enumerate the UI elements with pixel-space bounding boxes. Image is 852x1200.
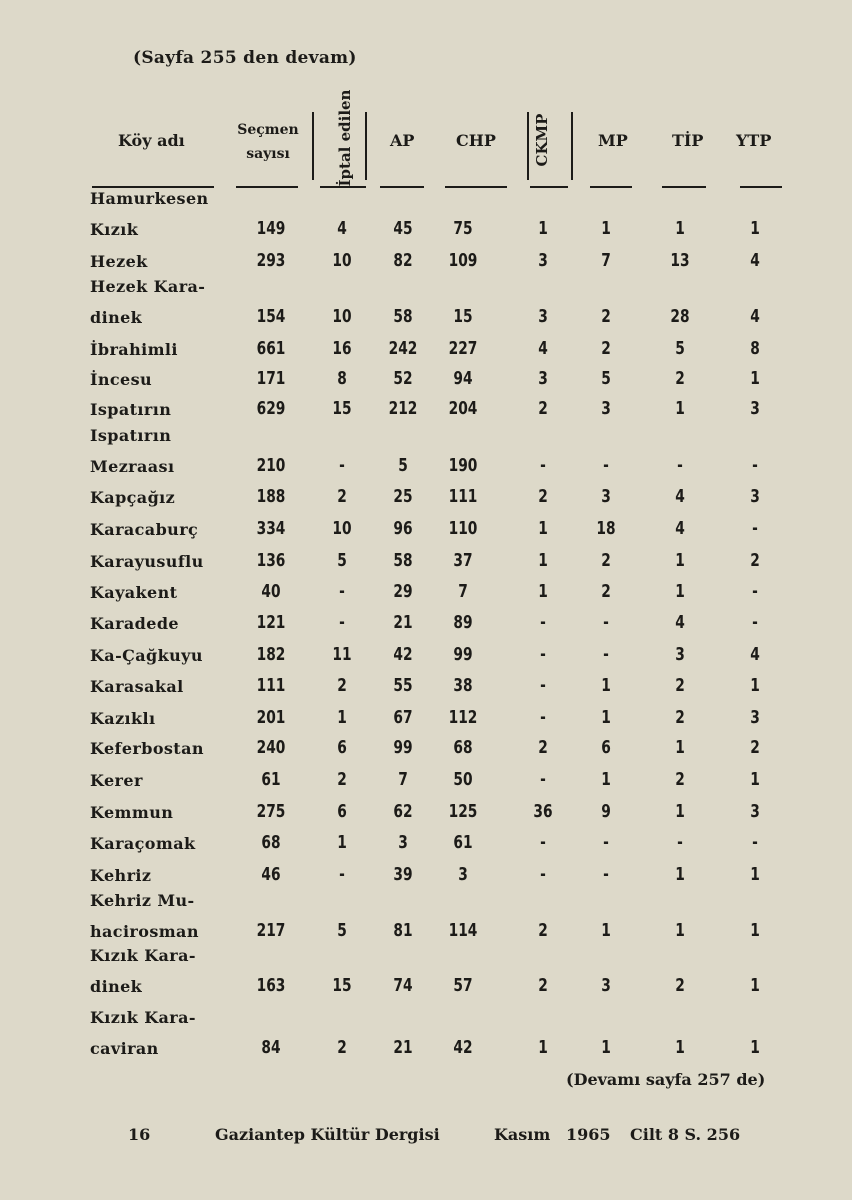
cell-mp: 1 (601, 707, 611, 728)
village-name: Kazıklı (90, 709, 156, 728)
cell-tip: 1 (675, 737, 685, 758)
cell-chp: 37 (453, 550, 473, 571)
cell-ap: 67 (393, 707, 413, 728)
cell-mp: 2 (601, 581, 611, 602)
cell-ckmp: - (540, 644, 546, 665)
cell-secmen: 182 (256, 644, 286, 665)
cell-ap: 7 (398, 769, 408, 790)
cell-mp: 3 (601, 398, 611, 419)
table-row (0, 189, 852, 246)
header-divider (312, 112, 314, 180)
village-name: Kapçağız (90, 488, 176, 507)
table-row (0, 552, 852, 578)
cell-ytp: 3 (750, 398, 760, 419)
cell-secmen: 188 (256, 486, 286, 507)
cell-ckmp: - (540, 455, 546, 476)
village-name: Karaçomak (90, 834, 196, 853)
village-name: Keferbostan (90, 739, 204, 758)
cell-ap: 99 (393, 737, 413, 758)
cell-mp: 3 (601, 975, 611, 996)
cell-tip: 1 (675, 398, 685, 419)
header-divider (365, 112, 367, 180)
header-rule (92, 186, 214, 188)
village-name: Mezraası (90, 457, 175, 476)
cell-tip: 5 (675, 338, 685, 359)
cell-secmen: 154 (256, 306, 286, 327)
cell-ytp: 4 (750, 306, 760, 327)
cell-chp: 204 (448, 398, 478, 419)
cell-chp: 38 (453, 675, 473, 696)
cell-ytp: 1 (750, 769, 760, 790)
cell-iptal: 11 (332, 644, 352, 665)
cell-ytp: 1 (750, 1037, 760, 1058)
cell-chp: 68 (453, 737, 473, 758)
cell-iptal: - (339, 581, 345, 602)
cell-ckmp: - (540, 769, 546, 790)
cell-tip: 4 (675, 612, 685, 633)
village-name: dinek (90, 977, 143, 996)
cell-ckmp: 3 (538, 368, 548, 389)
village-name: Kehriz (90, 866, 152, 885)
cell-ytp: 1 (750, 675, 760, 696)
cell-chp: 50 (453, 769, 473, 790)
footer-month: Kasım (494, 1125, 551, 1144)
cell-secmen: 61 (261, 769, 281, 790)
header-ckmp: CKMP (533, 113, 551, 167)
cell-tip: 28 (670, 306, 690, 327)
cell-secmen: 275 (256, 801, 286, 822)
cell-chp: 190 (448, 455, 478, 476)
table-row (0, 400, 852, 426)
cell-iptal: 6 (337, 737, 347, 758)
cell-mp: 7 (601, 250, 611, 271)
cell-iptal: 15 (332, 975, 352, 996)
header-divider (571, 112, 573, 180)
cell-secmen: 661 (256, 338, 286, 359)
cell-ckmp: - (540, 612, 546, 633)
cell-iptal: 1 (337, 832, 347, 853)
cell-mp: 9 (601, 801, 611, 822)
village-name: Kerer (90, 771, 143, 790)
cell-ckmp: 36 (533, 801, 553, 822)
cell-mp: - (603, 612, 609, 633)
cell-tip: 2 (675, 975, 685, 996)
cell-secmen: 201 (256, 707, 286, 728)
cell-secmen: 217 (256, 920, 286, 941)
cell-ytp: 3 (750, 486, 760, 507)
header-secmen-line2: sayısı (246, 146, 290, 162)
cell-ckmp: 2 (538, 920, 548, 941)
footer-page-number: 16 (128, 1125, 151, 1144)
table-row (0, 340, 852, 366)
cell-ytp: 4 (750, 250, 760, 271)
cell-iptal: 2 (337, 486, 347, 507)
table-row (0, 646, 852, 672)
cell-ckmp: 2 (538, 486, 548, 507)
cell-ckmp: 1 (538, 581, 548, 602)
table-row (0, 1008, 852, 1065)
cell-chp: 3 (458, 864, 468, 885)
table-row (0, 614, 852, 640)
village-name: Ka-Çağkuyu (90, 646, 203, 665)
cell-tip: - (677, 832, 683, 853)
cell-secmen: 84 (261, 1037, 281, 1058)
cell-ytp: 1 (750, 920, 760, 941)
village-name-line1: Kızık Kara- (90, 946, 196, 965)
cell-iptal: 6 (337, 801, 347, 822)
cell-tip: 1 (675, 218, 685, 239)
cell-ap: 25 (393, 486, 413, 507)
cell-mp: 2 (601, 550, 611, 571)
cell-ckmp: 1 (538, 518, 548, 539)
table-row (0, 252, 852, 278)
header-rule (590, 186, 632, 188)
village-name: İncesu (90, 370, 153, 389)
cell-ytp: - (752, 518, 758, 539)
cell-ckmp: 2 (538, 737, 548, 758)
cell-iptal: 1 (337, 707, 347, 728)
cell-chp: 125 (448, 801, 478, 822)
cell-chp: 61 (453, 832, 473, 853)
table-row (0, 370, 852, 396)
cell-ckmp: 2 (538, 398, 548, 419)
footer-volume: Cilt 8 S. 256 (630, 1125, 741, 1144)
cell-ytp: 1 (750, 864, 760, 885)
table-row (0, 866, 852, 892)
cell-iptal: 2 (337, 769, 347, 790)
cell-tip: 1 (675, 550, 685, 571)
cell-chp: 109 (448, 250, 478, 271)
village-name: Kayakent (90, 583, 178, 602)
cell-secmen: 629 (256, 398, 286, 419)
cell-mp: 5 (601, 368, 611, 389)
header-rule (662, 186, 706, 188)
cell-mp: - (603, 864, 609, 885)
cell-tip: 1 (675, 1037, 685, 1058)
cell-ap: 42 (393, 644, 413, 665)
cell-ckmp: 4 (538, 338, 548, 359)
cell-ytp: 1 (750, 975, 760, 996)
cell-mp: 1 (601, 675, 611, 696)
header-rule (445, 186, 507, 188)
cell-ytp: - (752, 612, 758, 633)
footer-year: 1965 (566, 1125, 611, 1144)
cell-ckmp: 1 (538, 550, 548, 571)
cell-chp: 57 (453, 975, 473, 996)
village-name: Hezek (90, 252, 148, 271)
cell-ckmp: - (540, 707, 546, 728)
header-rule (740, 186, 782, 188)
cell-tip: - (677, 455, 683, 476)
cell-secmen: 40 (261, 581, 281, 602)
cell-secmen: 210 (256, 455, 286, 476)
cell-iptal: 10 (332, 250, 352, 271)
cell-secmen: 293 (256, 250, 286, 271)
cell-chp: 114 (448, 920, 478, 941)
cell-ap: 45 (393, 218, 413, 239)
cell-tip: 1 (675, 801, 685, 822)
cell-secmen: 121 (256, 612, 286, 633)
cell-chp: 89 (453, 612, 473, 633)
village-name: Ispatırın (90, 400, 172, 419)
cell-ap: 58 (393, 550, 413, 571)
header-ap: AP (390, 131, 415, 150)
table-row (0, 946, 852, 1003)
village-name: Karadede (90, 614, 180, 633)
table-row (0, 803, 852, 829)
cell-mp: 6 (601, 737, 611, 758)
table-row (0, 739, 852, 765)
cell-secmen: 334 (256, 518, 286, 539)
cell-ap: 58 (393, 306, 413, 327)
cell-ytp: 1 (750, 218, 760, 239)
village-name-line1: Kehriz Mu- (90, 891, 195, 910)
cell-iptal: 8 (337, 368, 347, 389)
table-row (0, 834, 852, 860)
cell-tip: 4 (675, 518, 685, 539)
cell-ap: 242 (388, 338, 418, 359)
village-name: hacirosman (90, 922, 199, 941)
cell-ap: 21 (393, 1037, 413, 1058)
header-chp: CHP (456, 131, 496, 150)
cell-secmen: 240 (256, 737, 286, 758)
cell-ckmp: 3 (538, 306, 548, 327)
header-tip: TİP (672, 131, 704, 150)
header-rule (320, 186, 366, 188)
continued-from-note: (Sayfa 255 den devam) (133, 48, 357, 68)
cell-secmen: 149 (256, 218, 286, 239)
cell-mp: 1 (601, 920, 611, 941)
cell-secmen: 46 (261, 864, 281, 885)
cell-ckmp: - (540, 832, 546, 853)
header-iptal-edilen: İptal edilen (336, 89, 354, 187)
cell-ytp: 2 (750, 550, 760, 571)
cell-iptal: 2 (337, 675, 347, 696)
cell-ap: 39 (393, 864, 413, 885)
cell-mp: 2 (601, 306, 611, 327)
cell-mp: 2 (601, 338, 611, 359)
cell-tip: 2 (675, 707, 685, 728)
village-name-line1: Hezek Kara- (90, 277, 206, 296)
cell-chp: 94 (453, 368, 473, 389)
cell-tip: 1 (675, 920, 685, 941)
cell-iptal: - (339, 864, 345, 885)
cell-tip: 2 (675, 769, 685, 790)
cell-ckmp: 3 (538, 250, 548, 271)
cell-mp: 18 (596, 518, 616, 539)
cell-chp: 42 (453, 1037, 473, 1058)
village-name: Kızık (90, 220, 139, 239)
cell-secmen: 111 (256, 675, 286, 696)
cell-iptal: 4 (337, 218, 347, 239)
table-row (0, 426, 852, 483)
cell-mp: - (603, 455, 609, 476)
cell-ckmp: 2 (538, 975, 548, 996)
cell-tip: 2 (675, 675, 685, 696)
cell-tip: 3 (675, 644, 685, 665)
cell-ap: 55 (393, 675, 413, 696)
cell-mp: 1 (601, 769, 611, 790)
cell-iptal: - (339, 612, 345, 633)
village-name: Karacaburç (90, 520, 199, 539)
cell-tip: 1 (675, 581, 685, 602)
cell-tip: 1 (675, 864, 685, 885)
cell-chp: 7 (458, 581, 468, 602)
cell-ytp: 8 (750, 338, 760, 359)
cell-iptal: 5 (337, 920, 347, 941)
village-name: Karasakal (90, 677, 184, 696)
cell-ap: 212 (388, 398, 418, 419)
cell-ap: 96 (393, 518, 413, 539)
cell-ap: 52 (393, 368, 413, 389)
cell-mp: 3 (601, 486, 611, 507)
cell-chp: 227 (448, 338, 478, 359)
table-row (0, 677, 852, 703)
village-name-line1: Kızık Kara- (90, 1008, 196, 1027)
cell-ytp: 2 (750, 737, 760, 758)
cell-ckmp: 1 (538, 218, 548, 239)
cell-ckmp: - (540, 675, 546, 696)
cell-iptal: 15 (332, 398, 352, 419)
cell-ytp: - (752, 832, 758, 853)
village-name-line1: Hamurkesen (90, 189, 209, 208)
table-row (0, 709, 852, 735)
village-name: İbrahimli (90, 340, 178, 359)
cell-chp: 110 (448, 518, 478, 539)
cell-chp: 15 (453, 306, 473, 327)
header-koy-adi: Köy adı (118, 131, 185, 150)
table-row (0, 277, 852, 334)
cell-ap: 29 (393, 581, 413, 602)
cell-ytp: 1 (750, 368, 760, 389)
village-name: Kemmun (90, 803, 174, 822)
cell-mp: 1 (601, 218, 611, 239)
cell-secmen: 163 (256, 975, 286, 996)
cell-secmen: 68 (261, 832, 281, 853)
village-name: Karayusuflu (90, 552, 204, 571)
table-row (0, 520, 852, 546)
cell-tip: 2 (675, 368, 685, 389)
cell-tip: 13 (670, 250, 690, 271)
footer-journal: Gaziantep Kültür Dergisi (215, 1125, 440, 1144)
cell-ap: 74 (393, 975, 413, 996)
table-row (0, 583, 852, 609)
cell-iptal: - (339, 455, 345, 476)
table-row (0, 488, 852, 514)
header-rule (236, 186, 298, 188)
header-mp: MP (598, 131, 628, 150)
cell-ckmp: - (540, 864, 546, 885)
header-rule (380, 186, 424, 188)
table-row (0, 891, 852, 948)
cell-iptal: 2 (337, 1037, 347, 1058)
cell-chp: 112 (448, 707, 478, 728)
cell-ytp: 4 (750, 644, 760, 665)
table-row (0, 771, 852, 797)
cell-iptal: 10 (332, 306, 352, 327)
cell-tip: 4 (675, 486, 685, 507)
cell-mp: - (603, 832, 609, 853)
cell-secmen: 171 (256, 368, 286, 389)
village-name: dinek (90, 308, 143, 327)
cell-chp: 75 (453, 218, 473, 239)
cell-chp: 99 (453, 644, 473, 665)
cell-mp: 1 (601, 1037, 611, 1058)
cell-ckmp: 1 (538, 1037, 548, 1058)
header-divider (527, 112, 529, 180)
cell-ytp: - (752, 455, 758, 476)
village-name-line1: Ispatırın (90, 426, 172, 445)
cell-iptal: 16 (332, 338, 352, 359)
cell-secmen: 136 (256, 550, 286, 571)
cell-ap: 3 (398, 832, 408, 853)
cell-ytp: - (752, 581, 758, 602)
header-secmen-line1: Seçmen (237, 122, 299, 138)
header-secmen (228, 118, 308, 166)
cell-ap: 21 (393, 612, 413, 633)
cell-ap: 5 (398, 455, 408, 476)
cell-ap: 81 (393, 920, 413, 941)
cell-ap: 62 (393, 801, 413, 822)
cell-chp: 111 (448, 486, 478, 507)
cell-mp: - (603, 644, 609, 665)
cell-ytp: 3 (750, 707, 760, 728)
cell-iptal: 5 (337, 550, 347, 571)
cell-ytp: 3 (750, 801, 760, 822)
village-name: caviran (90, 1039, 159, 1058)
cell-ap: 82 (393, 250, 413, 271)
continued-on-note: (Devamı sayfa 257 de) (566, 1070, 766, 1089)
cell-iptal: 10 (332, 518, 352, 539)
header-rule (530, 186, 568, 188)
header-ytp: YTP (736, 131, 772, 150)
